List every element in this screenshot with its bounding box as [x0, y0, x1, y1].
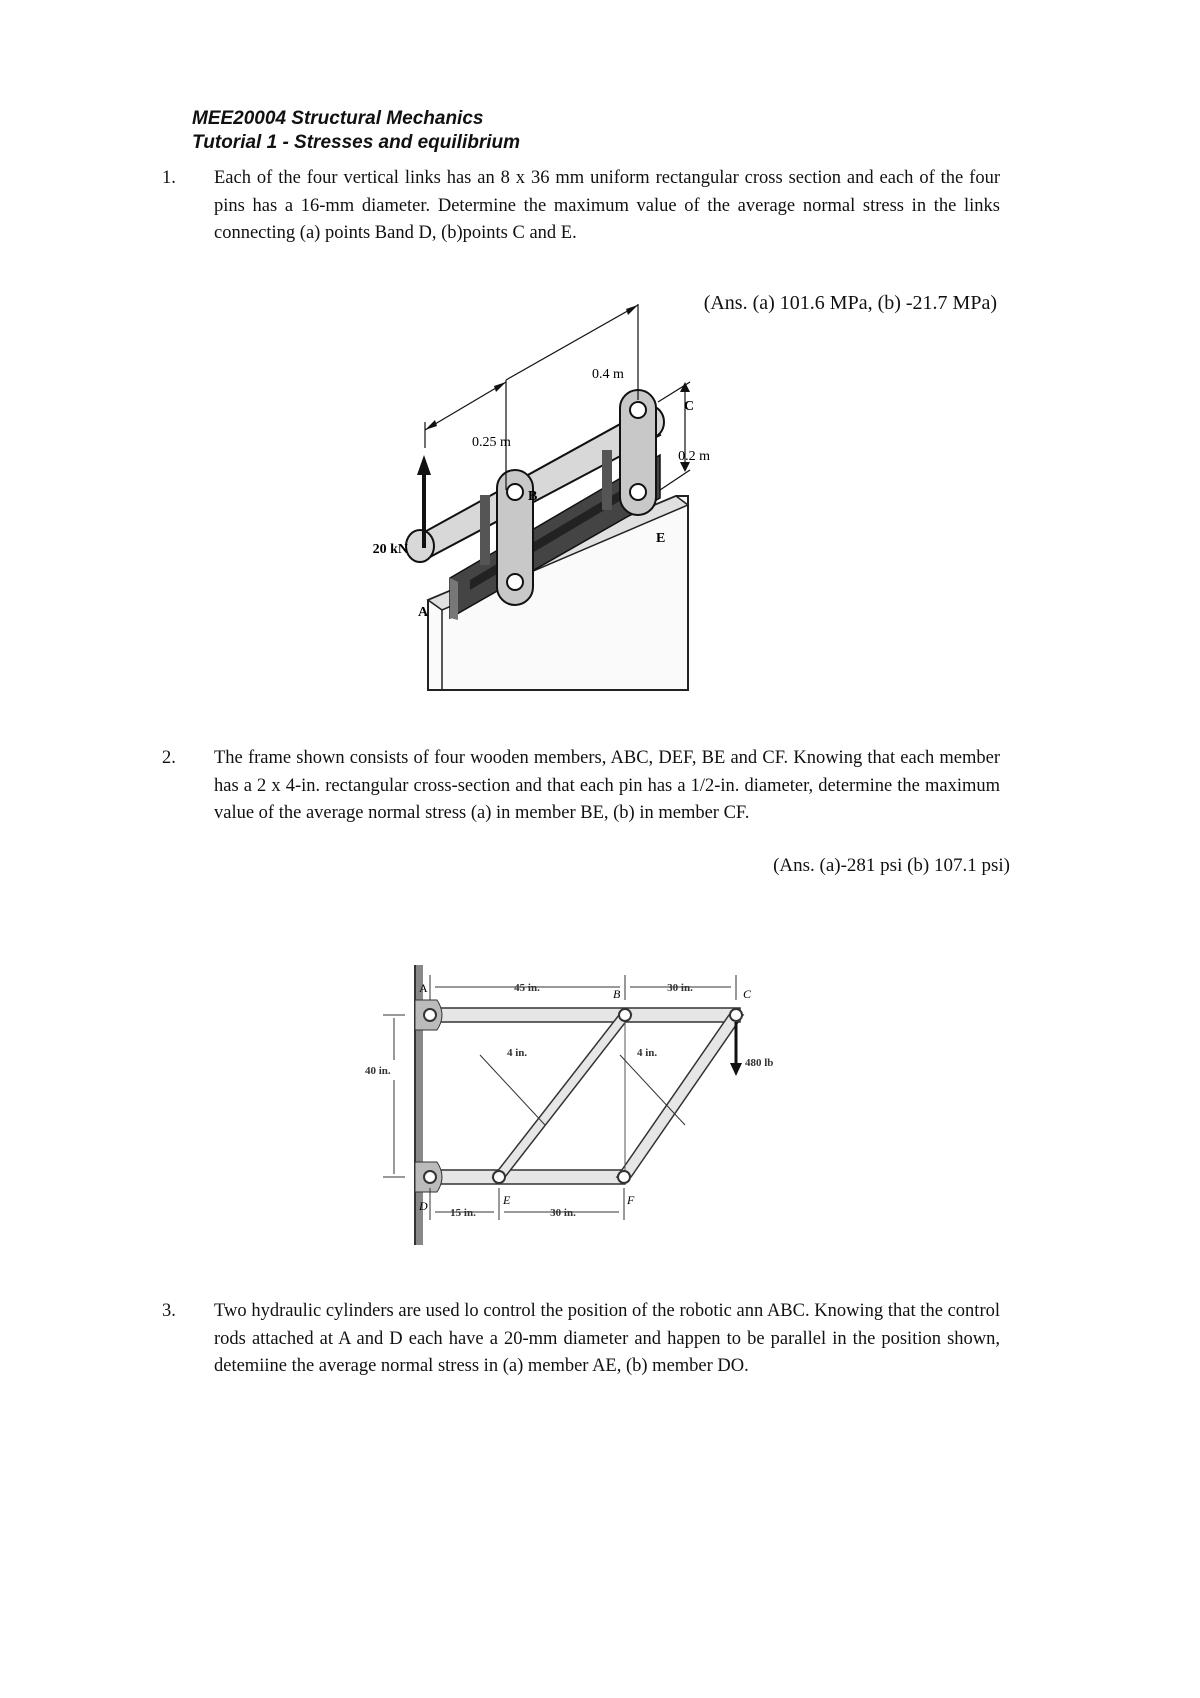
load-label: 20 kN [372, 542, 408, 557]
question-number: 1. [162, 168, 176, 188]
point-label-a: A [418, 605, 429, 620]
point-label-e: E [656, 531, 666, 546]
point-label-f: F [627, 1193, 635, 1207]
question-number: 3. [162, 1301, 176, 1321]
tutorial-title: Tutorial 1 - Stresses and equilibrium [192, 132, 521, 153]
question-3 [162, 1298, 1000, 1381]
question-text: The frame shown consists of four wooden members, ABC, DEF, BE and CF. Knowing that each member has a 2 x 4-in. rectangular cross-section and that each pin has a 1/2-in. diameter, determine the maximum value of the average normal stress (a) in member BE, (b) in member CF. [214, 748, 1000, 823]
question-1 [162, 165, 1000, 248]
point-label-c: C [684, 399, 695, 414]
dimension-label: 0.2 m [678, 449, 710, 464]
figure-1-links-diagram [372, 320, 720, 690]
dimension-label: 45 in. [514, 982, 540, 994]
point-label-c: C [743, 987, 752, 1001]
point-label-e: E [503, 1193, 511, 1207]
point-label-b: B [528, 489, 538, 504]
point-label-b: B [613, 987, 621, 1001]
dimension-label: 30 in. [667, 982, 693, 994]
dimension-label: 15 in. [450, 1207, 476, 1219]
dimension-label: 0.4 m [592, 367, 624, 382]
load-label: 480 lb [745, 1057, 774, 1069]
dimension-label: 0.25 m [472, 435, 511, 450]
width-label-be: 4 in. [507, 1047, 528, 1059]
figure-2-frame-diagram [355, 960, 835, 1245]
point-label-a: A [419, 981, 428, 995]
width-label-cf: 4 in. [637, 1047, 658, 1059]
answer-2: (Ans. (a)-281 psi (b) 107.1 psi) [773, 855, 1010, 876]
question-number: 2. [162, 748, 176, 768]
question-2 [162, 745, 1000, 828]
course-title: MEE20004 Structural Mechanics [192, 108, 484, 129]
question-text: Two hydraulic cylinders are used lo control the position of the robotic ann ABC. Knowing that the control rods attached at A and D each have a 20-mm diameter and happen to be parallel in the position shown, detemiine the average normal stress in (a) member AE, (b) member DO. [214, 1301, 1000, 1376]
dimension-label: 30 in. [550, 1207, 576, 1219]
dimension-label: 40 in. [365, 1065, 391, 1077]
question-text: Each of the four vertical links has an 8 x 36 mm uniform rectangular cross section and each of the four pins has a 16-mm diameter. Determine the maximum value of the average normal stress in the links connecting (a) points Band D, (b)points C and E. [214, 168, 1000, 243]
answer-1: (Ans. (a) 101.6 MPa, (b) -21.7 MPa) [703, 292, 997, 314]
point-label-d: D [419, 1199, 428, 1213]
